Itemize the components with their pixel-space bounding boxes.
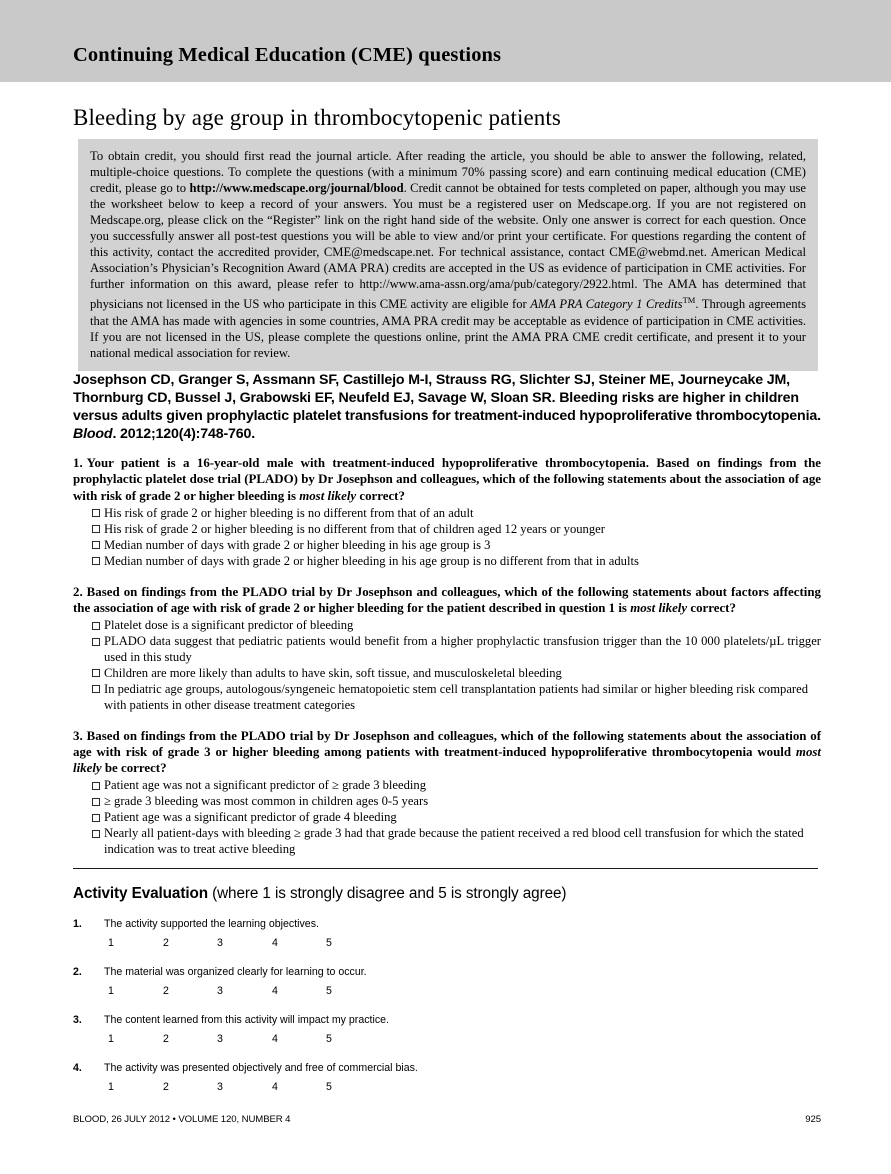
rating-option-1[interactable]: 1 xyxy=(108,1033,114,1045)
checkbox-icon[interactable] xyxy=(92,669,100,677)
question-3-option-a[interactable] xyxy=(73,778,821,794)
option-label: Patient age was a significant predictor of grade 4 bleeding xyxy=(104,810,397,825)
question-1-option-a[interactable] xyxy=(73,506,821,522)
rating-option-3[interactable]: 3 xyxy=(217,1033,223,1045)
question-3-option-b[interactable] xyxy=(73,794,821,810)
citation-journal-name: Blood xyxy=(73,426,113,443)
evaluation-item-2 xyxy=(73,966,821,998)
activity-evaluation-section xyxy=(73,884,821,1110)
question-1-option-c[interactable] xyxy=(73,538,821,554)
option-label: Median number of days with grade 2 or higher bleeding in his age group is no different from that in adults xyxy=(104,553,639,568)
footer-page-number: 925 xyxy=(805,1114,821,1125)
evaluation-item-3-number: 3. xyxy=(73,1014,82,1026)
question-2-stem-emphasis: most likely xyxy=(630,600,688,615)
instructions-part-3: . Through agreements that the AMA has made with agencies in some countries, AMA PRA credit may be acceptable as evidence of participation in CME activities. If you are not licensed in the US, please complete the questions online, print the AMA PRA CME credit certificate, and present it to your national medical association for review. xyxy=(90,297,806,360)
cme-questions-list xyxy=(73,455,821,872)
option-label: PLADO data suggest that pediatric patients would benefit from a higher prophylactic transfusion trigger than the 10 000 platelets/µL trigger used in this study xyxy=(104,634,821,664)
section-divider xyxy=(73,868,818,869)
question-3-stem-emphasis: most likely xyxy=(73,744,821,776)
rating-option-4[interactable]: 4 xyxy=(272,937,278,949)
medscape-url[interactable]: http://www.medscape.org/journal/blood xyxy=(189,181,404,196)
evaluation-item-4-scale[interactable] xyxy=(104,1081,821,1094)
checkbox-icon[interactable] xyxy=(92,509,100,517)
rating-option-1[interactable]: 1 xyxy=(108,985,114,997)
question-1-options xyxy=(73,506,821,570)
checkbox-icon[interactable] xyxy=(92,685,100,693)
page-title: Bleeding by age group in thrombocytopenic patients xyxy=(73,105,561,130)
evaluation-item-3-text: The content learned from this activity will impact my practice. xyxy=(104,1014,389,1026)
checkbox-icon[interactable] xyxy=(92,638,100,646)
question-2-option-a[interactable] xyxy=(73,618,821,634)
evaluation-item-1-scale[interactable] xyxy=(104,937,821,950)
rating-option-4[interactable]: 4 xyxy=(272,1033,278,1045)
question-3-stem-part-1: Based on findings from the PLADO trial by Dr Josephson and colleagues, which of the following statements about the association of age with risk of grade 3 or higher bleeding among patients with treatment-induced hypoproliferative thrombocytopenia would xyxy=(73,728,821,759)
rating-option-3[interactable]: 3 xyxy=(217,1081,223,1093)
evaluation-item-4-number: 4. xyxy=(73,1062,82,1074)
rating-option-5[interactable]: 5 xyxy=(326,985,332,997)
option-label: Median number of days with grade 2 or higher bleeding in his age group is 3 xyxy=(104,537,491,552)
citation-authors: Josephson CD, Granger S, Assmann SF, Castillejo M-I, Strauss RG, Slichter SJ, Steiner ME, Journeycake JM, Thornburg CD, Bussel J, Grabowski EF, Neufeld EJ, Savage W, Sloan SR. xyxy=(73,372,790,407)
question-3-stem xyxy=(73,728,821,777)
option-label: Platelet dose is a significant predictor of bleeding xyxy=(104,618,354,633)
checkbox-icon[interactable] xyxy=(92,798,100,806)
ama-credits-italic: AMA PRA Category 1 Credits xyxy=(530,297,683,312)
question-1-number: 1. xyxy=(73,456,83,470)
evaluation-heading-note: (where 1 is strongly disagree and 5 is strongly agree) xyxy=(207,885,567,902)
citation-reference: . 2012;120(4):748-760. xyxy=(112,426,256,443)
question-1-option-b[interactable] xyxy=(73,522,821,538)
question-2-stem-part-2: correct? xyxy=(687,600,736,615)
question-2-option-b[interactable] xyxy=(73,634,821,666)
checkbox-icon[interactable] xyxy=(92,541,100,549)
rating-option-1[interactable]: 1 xyxy=(108,1081,114,1093)
evaluation-item-1-text: The activity supported the learning objectives. xyxy=(104,918,319,930)
evaluation-item-1-number: 1. xyxy=(73,918,82,930)
checkbox-icon[interactable] xyxy=(92,525,100,533)
cme-instructions-text xyxy=(90,148,806,361)
evaluation-item-4 xyxy=(73,1062,821,1094)
evaluation-heading-bold: Activity Evaluation xyxy=(73,885,208,902)
question-2-options xyxy=(73,618,821,713)
question-3 xyxy=(73,728,821,858)
question-3-stem-part-2: be correct? xyxy=(101,761,167,776)
option-label: Nearly all patient-days with bleeding ≥ grade 3 had that grade because the patient received a red blood cell transfusion for which the stated indication was to treat active bleeding xyxy=(104,826,804,857)
question-3-number: 3. xyxy=(73,728,83,743)
cme-instructions-box xyxy=(78,139,818,371)
question-1 xyxy=(73,455,821,570)
option-label: Patient age was not a significant predictor of ≥ grade 3 bleeding xyxy=(104,778,427,793)
option-label: In pediatric age groups, autologous/syngeneic hematopoietic stem cell transplantation patients had similar or higher bleeding risk compared with patients in other disease treatment categories xyxy=(104,681,808,712)
question-3-option-c[interactable] xyxy=(73,810,821,826)
rating-option-5[interactable]: 5 xyxy=(326,1081,332,1093)
option-label: Children are more likely than adults to have skin, soft tissue, and musculoskeletal bleeding xyxy=(104,665,562,680)
rating-option-5[interactable]: 5 xyxy=(326,937,332,949)
question-1-stem xyxy=(73,455,821,504)
article-citation xyxy=(73,371,821,443)
question-2 xyxy=(73,584,821,714)
evaluation-item-1 xyxy=(73,918,821,950)
option-label: His risk of grade 2 or higher bleeding is no different from that of children aged 12 years or younger xyxy=(104,521,605,536)
rating-option-4[interactable]: 4 xyxy=(272,1081,278,1093)
rating-option-5[interactable]: 5 xyxy=(326,1033,332,1045)
citation-article-title: Bleeding risks are higher in children versus adults given prophylactic platelet transfusions for treatment-induced hypoproliferative thrombocytopenia. xyxy=(73,390,821,425)
checkbox-icon[interactable] xyxy=(92,814,100,822)
evaluation-item-3-scale[interactable] xyxy=(104,1033,821,1046)
checkbox-icon[interactable] xyxy=(92,622,100,630)
evaluation-item-2-scale[interactable] xyxy=(104,985,821,998)
question-3-options xyxy=(73,778,821,858)
rating-option-4[interactable]: 4 xyxy=(272,985,278,997)
checkbox-icon[interactable] xyxy=(92,557,100,565)
rating-option-2[interactable]: 2 xyxy=(163,1033,169,1045)
instructions-part-1: To obtain credit, you should first read the journal article. After reading the article, you should be able to answer the following, related, multiple-choice questions. To complete the questions (with a minimum 70% passing score) and earn continuing medical education (CME) credit, please go to xyxy=(90,149,806,196)
activity-evaluation-heading xyxy=(73,884,821,904)
evaluation-item-4-text: The activity was presented objectively and free of commercial bias. xyxy=(104,1062,418,1074)
question-1-stem-part-1: Your patient is a 16-year-old male with treatment-induced hypoproliferative thrombocytopenia. Based on findings from the prophylactic platelet dose trial (PLADO) by Dr Josephson and colleagues, which of the following statements about the association of age with risk of grade 2 or higher bleeding is xyxy=(73,456,821,503)
rating-option-2[interactable]: 2 xyxy=(163,985,169,997)
question-2-number: 2. xyxy=(73,584,83,599)
trademark-symbol: TM xyxy=(682,295,696,306)
option-label: ≥ grade 3 bleeding was most common in children ages 0-5 years xyxy=(104,794,429,809)
evaluation-item-2-number: 2. xyxy=(73,966,82,978)
checkbox-icon[interactable] xyxy=(92,830,100,838)
question-1-option-d[interactable] xyxy=(73,554,821,570)
option-label: His risk of grade 2 or higher bleeding is no different from that of an adult xyxy=(104,505,474,520)
question-2-stem-part-1: Based on findings from the PLADO trial by Dr Josephson and colleagues, which of the following statements about factors affecting the association of age with risk of grade 2 or higher bleeding for the patient described in question 1 is xyxy=(73,584,821,615)
checkbox-icon[interactable] xyxy=(92,782,100,790)
rating-option-2[interactable]: 2 xyxy=(163,1081,169,1093)
question-1-stem-emphasis: most likely xyxy=(299,488,357,503)
rating-option-2[interactable]: 2 xyxy=(163,937,169,949)
page-header-title: Continuing Medical Education (CME) questions xyxy=(73,44,502,66)
instructions-part-2: . Credit cannot be obtained for tests completed on paper, although you may use the worksheet below to keep a record of your answers. You must be a registered user on Medscape.org. If you are not registered on Medscape.org, please click on the “Register” link on the right hand side of the website. Only one answer is correct for each question. Once you successfully answer all post-test questions you will be able to view and/or print your certificate. For questions regarding the content of this activity, contact the accredited provider, CME@medscape.net. For technical assistance, contact CME@webmd.net. American Medical Association’s Physician’s Recognition Award (AMA PRA) credits are accepted in the US as evidence of participation in CME activities. For further information on this award, please refer to http://www.ama-assn.org/ama/pub/category/2922.html. The AMA has determined that physicians not licensed in the US who participate in this CME activity are eligible for xyxy=(90,181,806,312)
question-2-option-d[interactable] xyxy=(73,682,821,714)
question-2-option-c[interactable] xyxy=(73,666,821,682)
rating-option-1[interactable]: 1 xyxy=(108,937,114,949)
evaluation-item-3 xyxy=(73,1014,821,1046)
question-2-stem xyxy=(73,584,821,617)
footer-journal-info: BLOOD, 26 JULY 2012 • VOLUME 120, NUMBER 4 xyxy=(73,1114,291,1125)
rating-option-3[interactable]: 3 xyxy=(217,937,223,949)
rating-option-3[interactable]: 3 xyxy=(217,985,223,997)
evaluation-item-2-text: The material was organized clearly for learning to occur. xyxy=(104,966,367,978)
question-3-option-d[interactable] xyxy=(73,826,821,858)
page-header-banner xyxy=(0,0,891,82)
question-1-stem-part-2: correct? xyxy=(356,488,405,503)
